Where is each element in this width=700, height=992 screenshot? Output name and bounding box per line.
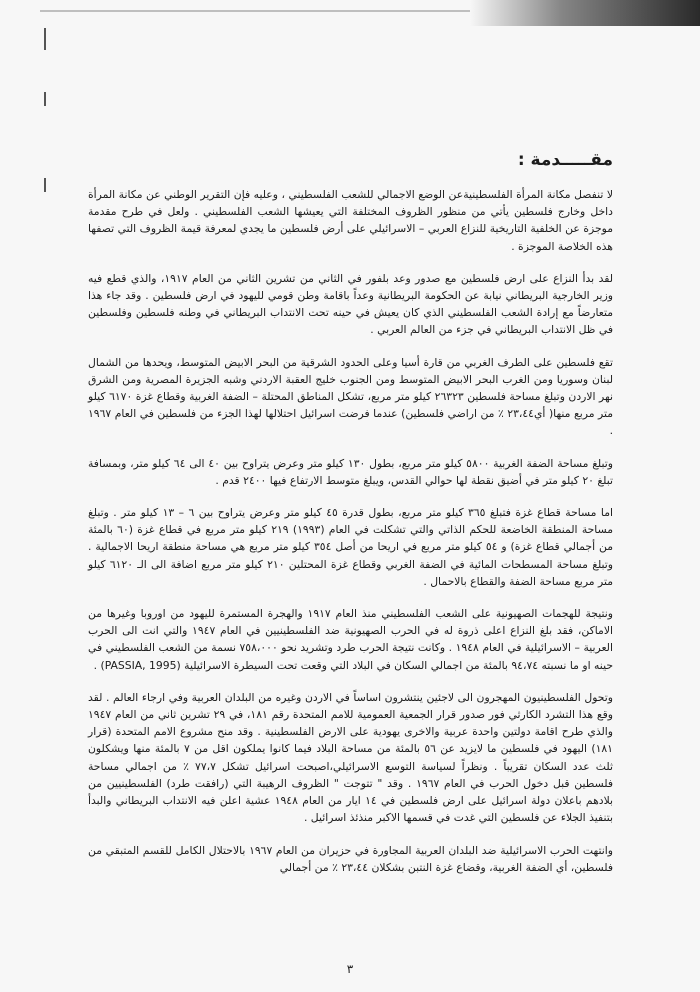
paragraph: تقع فلسطين على الطرف الغربي من قارة أسيا وعلى الحدود الشرقية من البحر الابيض المتوسط، ويحدها من الشمال لبنان وسوريا ومن الغرب البحر الابيض المتوسط ومن الجنوب خليج العقبة الاردني وشبه الجزيرة المصرية ومن الشرق نهر الاردن وتبلغ مساحة فلسطين ٢٦٣٢٣ كيلو متر مربع، تشكل المناطق المحتلة – الضفة الغربية وقطاع غزة ٦١٧٠ كيلو متر مربع منها( أي٢٣،٤٤ ٪ من اراضي فلسطين) عندما فرضت اسرائيل احتلالها لهذا الجزء من فلسطين في العام ١٩٦٧ . <box>88 355 613 438</box>
punch-mark <box>44 178 46 192</box>
paragraph: وانتهت الحرب الاسرائيلية ضد البلدان العربية المجاورة في حزيران من العام ١٩٦٧ بالاحتلال الكامل للقسم المتبقي من فلسطين، أي الضفة الغربية، وقضاع غزة النتبن بشكلان ٢٣،٤٤ ٪ من أجمالي <box>88 843 613 874</box>
paragraph: وتحول الفلسطينيون المهجرون الى لاجئين ينتشرون اساساً في الاردن وغيره من البلدان العربية وفي ارجاء العالم . لقد وقع هذا التشرد الكارثي فور صدور قرار الجمعية العمومية للامم المتحدة رقم ١٨١، في ٢٩ تشرين ثاني من العام ١٩٤٧ والذي طرح اقامة دولتين واحدة عربية والاخرى يهودية على الارض الفلسطينية . وقد منح مشروع الامم المتحدة (قرار ١٨١) اليهود في فلسطين ما لايزيد عن ٥٦ بالمئة من مساحة البلاد فيما كانوا يملكون اقل من ٧ بالمئة منها ويشكلون ثلث عدد السكان تقريباً . ونظراً لسياسة التوسع الاسرائيلي،اصبحت اسرائيل تشكل ٧٧،٧ ٪ من اجمالي مساحة فلسطين قبل دخول الحرب في العام ١٩٦٧ . وقد " تتوجت " الظروف الرهيبة التي (رافقت طرد) الفلسطينيين من بلادهم باعلان دولة اسرائيل على ارض فلسطين في ١٤ ايار من العام ١٩٤٨ عشية اعلن فيه الانتداب البريطاني والبدأ بتنفيذ الجلاء عن فلسطين التي غدت في قسمها الاكبر منذئذ اسرائيل . <box>88 690 614 825</box>
paragraph: وتبلغ مساحة الضفة الغربية ٥٨٠٠ كيلو متر مربع، بطول ١٣٠ كيلو متر وعرض يتراوح بين ٤٠ الى ٦٤ كيلو متر، وبمسافة تبلغ ٢٠ كيلو متر في أضيق نقطة لها حوالي القدس، ويبلغ متوسط الارتفاع فيها ٢٤٠٠ قدم . <box>88 456 613 487</box>
paragraph: لقد بدأ النزاع على ارض فلسطين مع صدور وعد بلفور في الثاني من تشرين الثاني من العام ١٩١٧، والذي قطع فيه وزير الخارجية البريطاني نيابة عن الحكومة البريطانية وعداً باقامة وطن قومي لليهود في ارض فلسطين . وقد جاء هذا متعارضاً مع إرادة الشعب الفلسطيني الذي كان يعيش في حينه تحت الانتداب البريطاني في وطنه فلسطين وفلسطين في ظل الانتداب البريطاني في جزء من العالم العربي . <box>88 271 614 337</box>
scan-edge-line <box>40 10 470 12</box>
page-number: ٣ <box>346 962 354 976</box>
paragraph: اما مساحة قطاع غزة فتبلغ ٣٦٥ كيلو متر مربع، بطول قدرة ٤٥ كيلو متر وعرض يتراوح بين ٦ – ١٣ كيلو متر . وتبلغ مساحة المنطقة الخاضعة للحكم الذاتي والتي تشكلت في العام (١٩٩٣) ٢١٩ كيلو متر مربع في قطاع غزة (٦٠ بالمئة من أجمالي قطاع غزة) و ٥٤ كيلو متر مربع في اريحا من أصل ٣٥٤ كيلو متر مربع هي مساحة منطقة اريحا الاجمالية . وتبلغ مساحة المسطحات المائية في الضفة الغربي وقطاع غزة المحتلين ٢١٠ كيلو متر مربع اضافة الى الـ ٦١٢٠ كيلو متر مربع مساحة الضفة والقطاع بالاحمال . <box>88 506 614 588</box>
punch-mark <box>44 92 46 106</box>
section-title: مقـــــدمة : <box>517 150 613 170</box>
document-page <box>88 150 613 891</box>
scan-shadow <box>470 0 700 26</box>
punch-mark <box>44 28 46 50</box>
paragraph: لا تنفصل مكانة المرأة الفلسطينيةعن الوضع الاجمالي للشعب الفلسطيني ، وعليه فإن التقرير الوطني عن مكانة المرأة داخل وخارج فلسطين يأتي من منظور الظروف المختلفة التي يعيشها الشعب الفلسطيني . ولعل في طرح مقدمة موجزة عن الخلفية التاريخية للنزاع العربي – الاسرائيلي على أرض فلسطين ما يجدي لمعرفة قيمة الظروف التي تصفها هذه الخلاصة الموجزة . <box>88 188 613 253</box>
paragraph: ونتيجة للهجمات الصهيونية على الشعب الفلسطيني منذ العام ١٩١٧ والهجرة المستمرة لليهود من اوروبا وغيرها من الاماكن، فقد بلغ النزاع اعلى ذروة له في الحرب الصهيونية ضد الفلسطينيين في العام ١٩٤٧ والتي انت الى الحرب العربية – الاسرائيلية في العام ١٩٤٨ . وكانت نتيجة الحرب طرد وتشريد نحو ٧٥٨،٠٠٠ نسمة من الشعب الفلسطيني في حينه او ما نسبته ٩٤،٧٤ بالمئة من اجمالي السكان في البلاد التي وقعت تحت السيطرة الاسرائيلية (PASSIA, 1995) . <box>88 607 613 672</box>
